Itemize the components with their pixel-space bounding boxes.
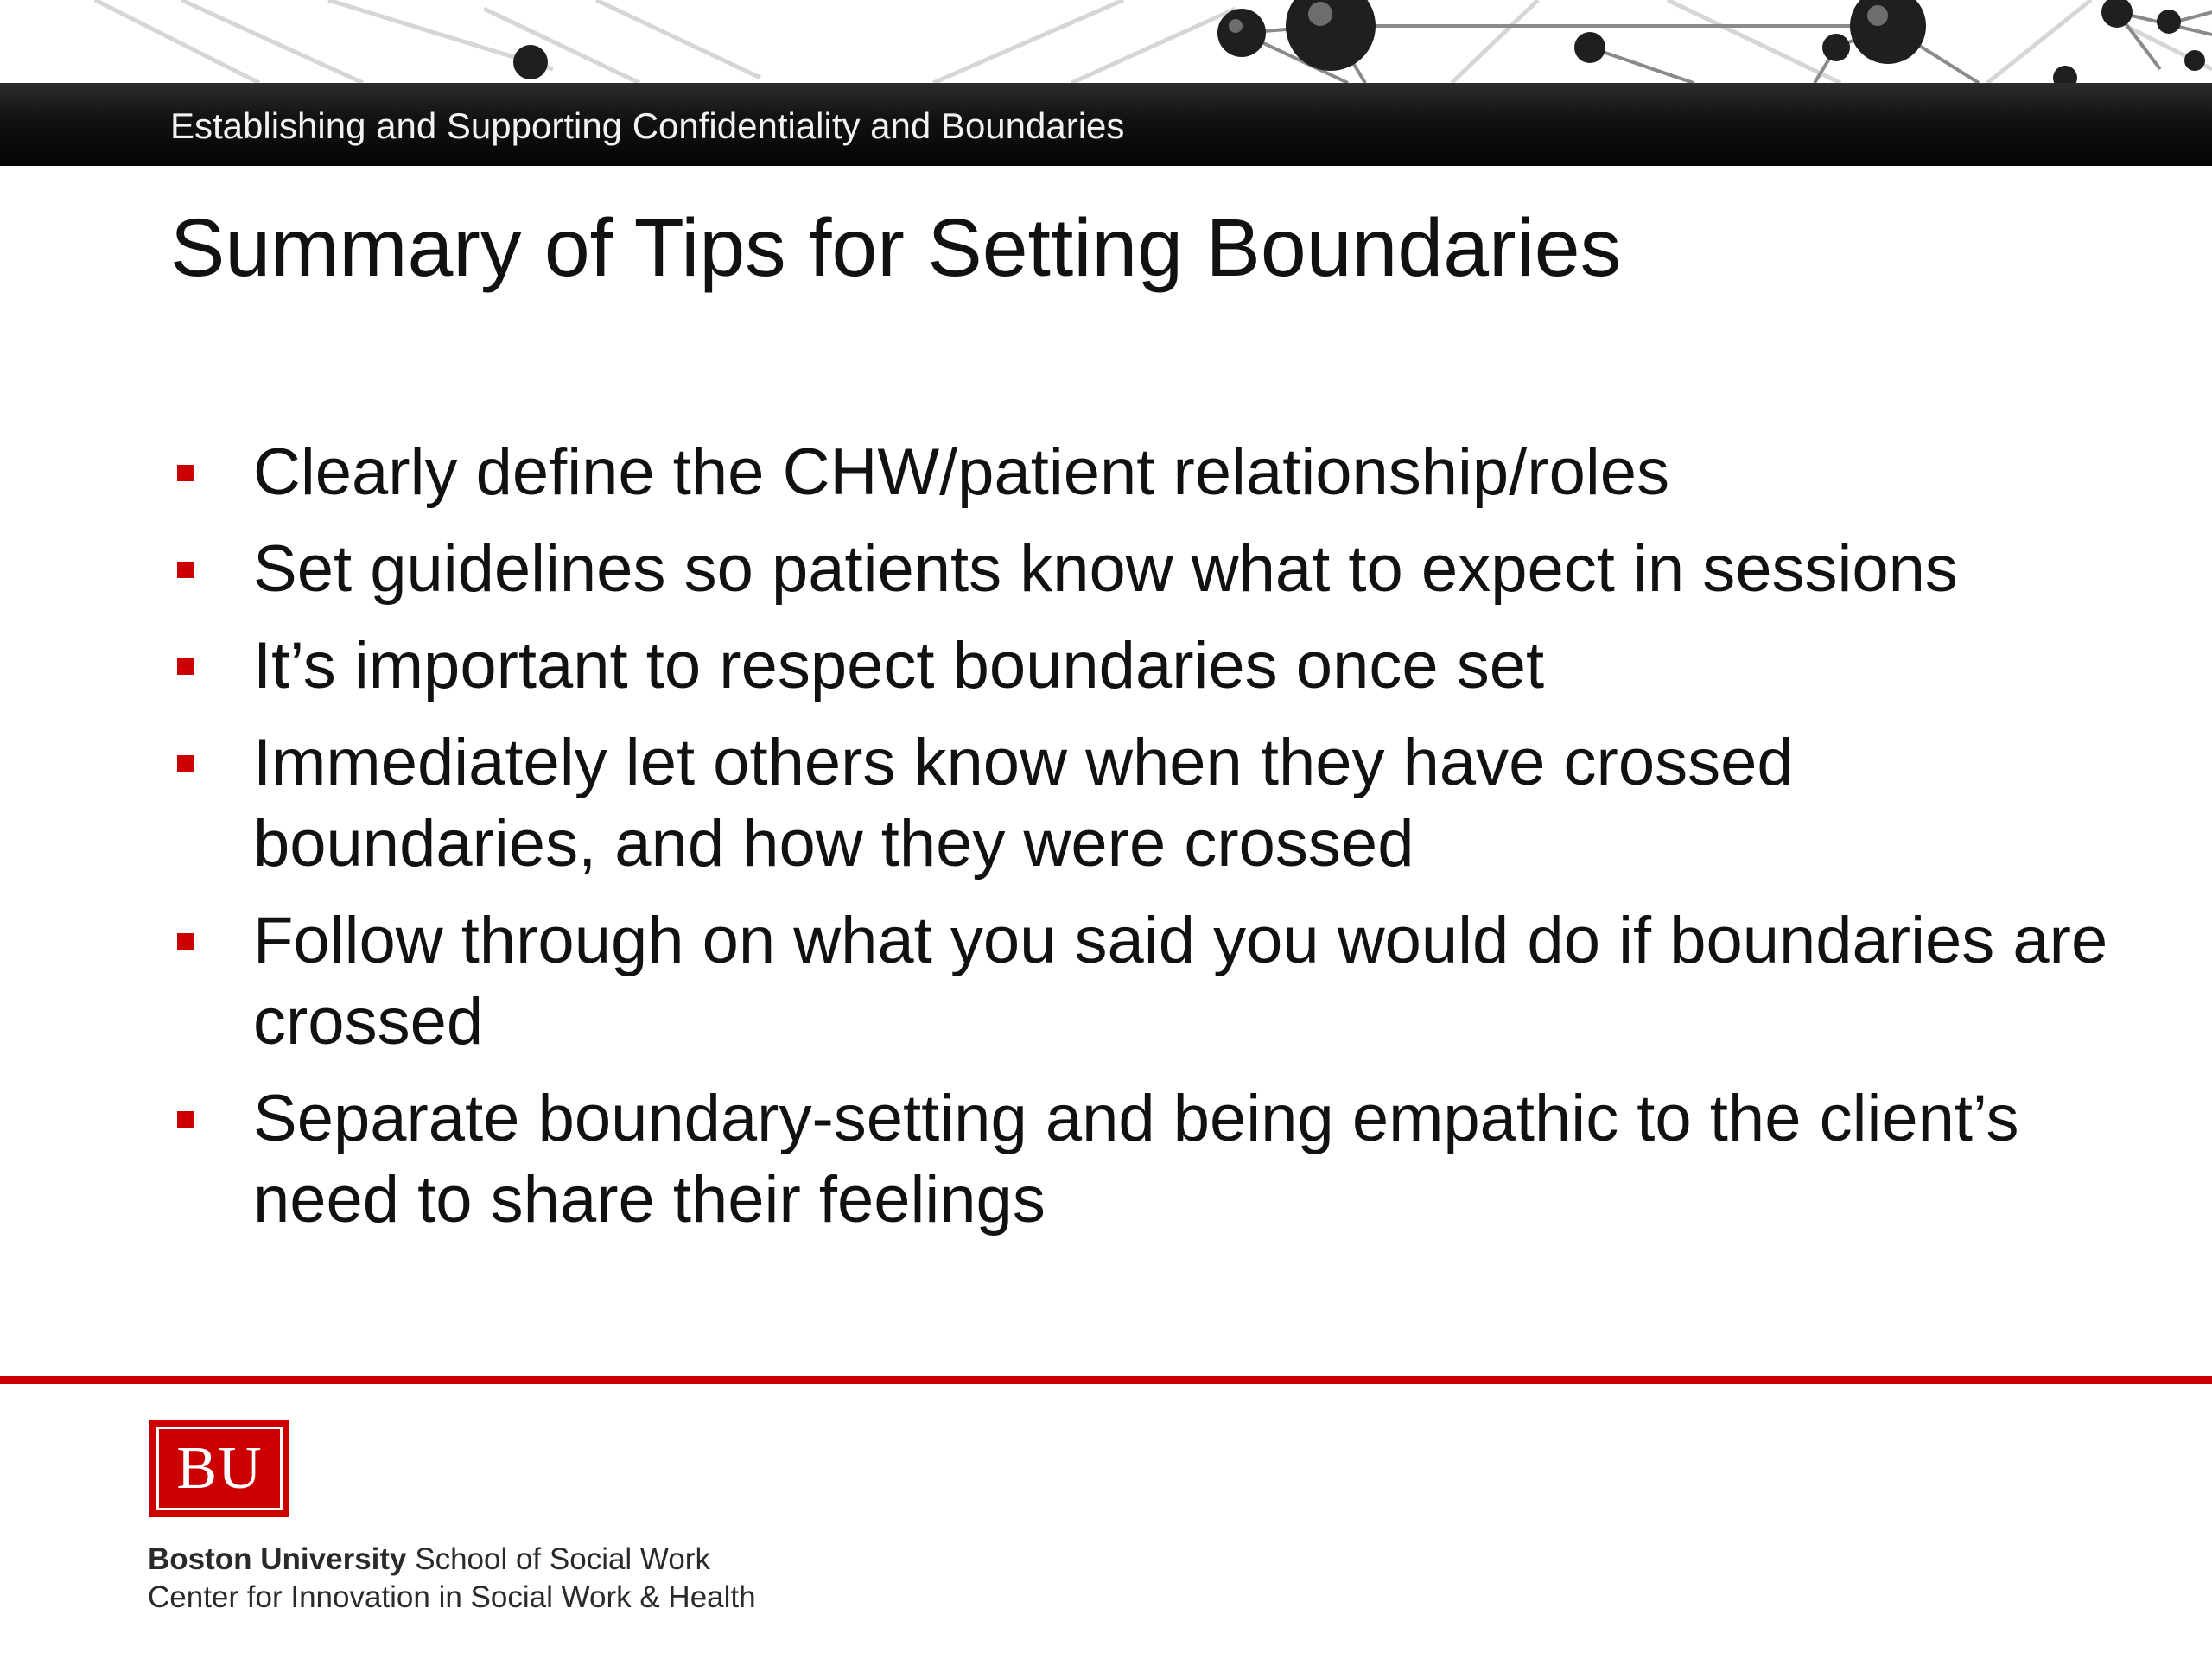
red-square-bullet-icon [177,755,194,772]
tips-bullet-list [170,432,2114,1256]
bullet-item [170,1078,2114,1241]
bu-logo-frame [156,1427,283,1510]
footer-institution [148,1541,710,1578]
bullet-item [170,900,2114,1063]
footer-center-name: Center for Innovation in Social Work & Health [148,1580,756,1614]
bullet-text: Clearly define the CHW/patient relationship/roles [253,435,1670,509]
footer-divider [0,1376,2212,1384]
bullet-item [170,529,2114,610]
bullet-item [170,626,2114,707]
bullet-item [170,432,2114,513]
bullet-text: Immediately let others know when they have crossed boundaries, and how they were crossed [253,726,1794,880]
bullet-text: Separate boundary-setting and being empathic to the client’s need to share their feelings [253,1082,2019,1236]
presentation-subtitle: Establishing and Supporting Confidentiality and Boundaries [170,105,1125,146]
university-name: Boston University [148,1542,407,1576]
red-square-bullet-icon [177,465,194,481]
bu-logo [149,1420,289,1517]
network-nodes-icon [0,0,2212,83]
bullet-item [170,722,2114,885]
school-name: School of Social Work [406,1542,710,1576]
red-square-bullet-icon [177,658,194,675]
slide-title: Summary of Tips for Setting Boundaries [170,202,1622,294]
bullet-text: Set guidelines so patients know what to expect in sessions [253,532,1958,606]
bullet-text: Follow through on what you said you would do if boundaries are crossed [253,904,2108,1058]
red-square-bullet-icon [177,562,194,578]
network-banner-graphic [0,0,2212,83]
red-square-bullet-icon [177,933,194,950]
bullet-text: It’s important to respect boundaries once set [253,629,1545,702]
bu-logo-text: BU [176,1434,263,1502]
red-square-bullet-icon [177,1111,194,1128]
